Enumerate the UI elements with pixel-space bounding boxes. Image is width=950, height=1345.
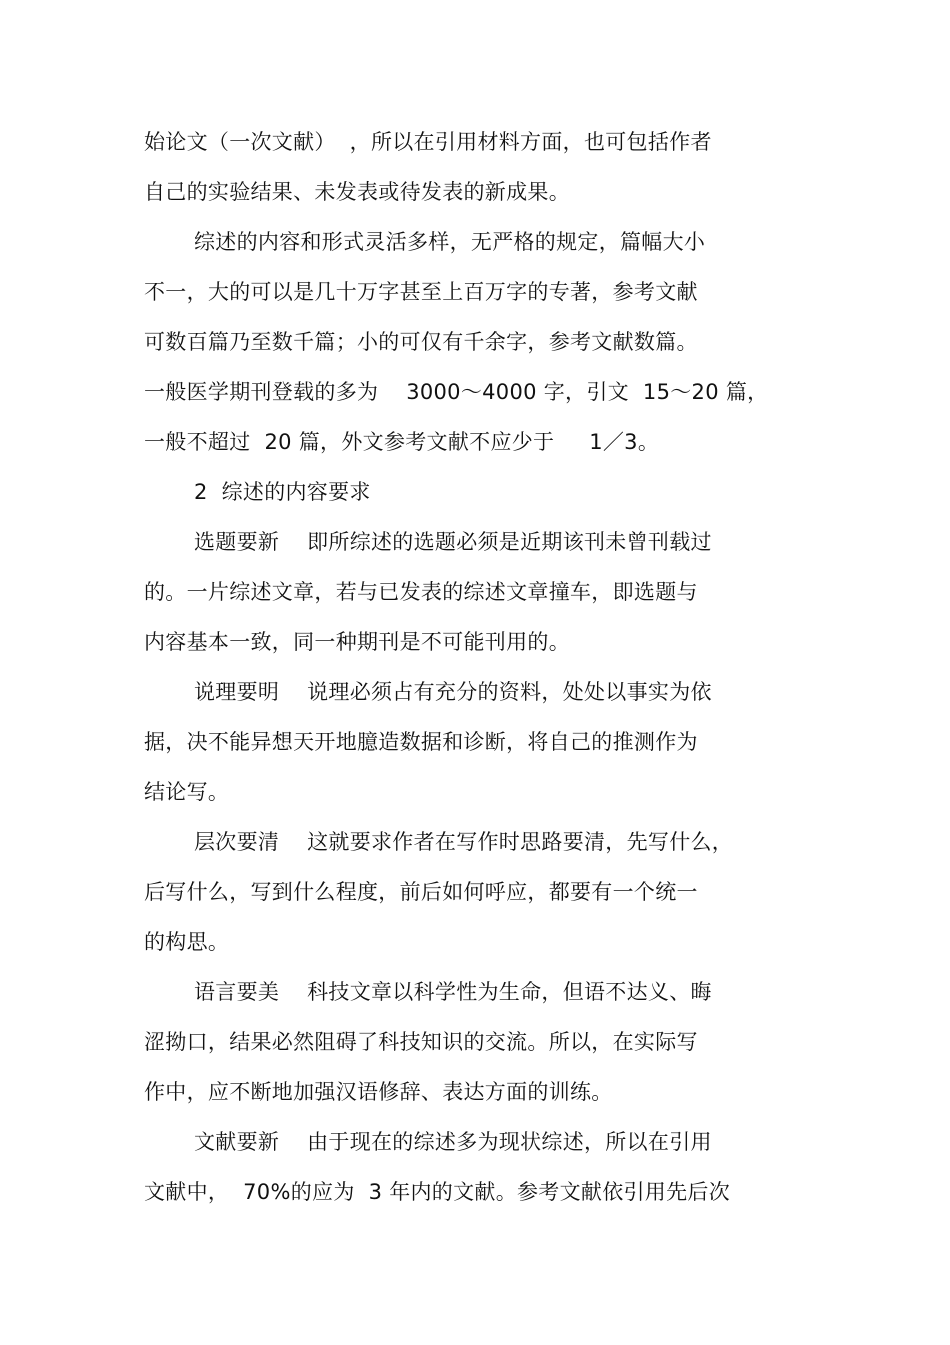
- text-line: 可数百篇乃至数千篇；小的可仅有千余字，参考文献数篇。: [144, 330, 698, 354]
- section-heading: 2 综述的内容要求: [194, 480, 371, 504]
- text-line: 涩拗口，结果必然阻碍了科技知识的交流。所以，在实际写: [144, 1030, 698, 1054]
- paragraph-start-line: 语言要美 科技文章以科学性为生命，但语不达义、晦: [194, 980, 712, 1004]
- text-line: 后写什么，写到什么程度，前后如何呼应，都要有一个统一: [144, 880, 698, 904]
- text-line: 的构思。: [144, 930, 230, 954]
- text-line: 不一，大的可以是几十万字甚至上百万字的专著，参考文献: [144, 280, 698, 304]
- text-line: 据，决不能异想天开地臆造数据和诊断，将自己的推测作为: [144, 730, 698, 754]
- text-line: 内容基本一致，同一种期刊是不可能刊用的。: [144, 630, 570, 654]
- text-line: 的。一片综述文章，若与已发表的综述文章撞车，即选题与: [144, 580, 698, 604]
- paragraph-start-line: 层次要清 这就要求作者在写作时思路要清，先写什么，: [194, 830, 734, 854]
- paragraph-start-line: 选题要新 即所综述的选题必须是近期该刊未曾刊载过: [194, 530, 712, 554]
- paragraph-start-line: 综述的内容和形式灵活多样，无严格的规定，篇幅大小: [194, 230, 706, 254]
- text-line: 一般医学期刊登载的多为 3000～4000 字，引文 15～20 篇，: [144, 380, 769, 404]
- paragraph-start-line: 说理要明 说理必须占有充分的资料，处处以事实为依: [194, 680, 712, 704]
- text-line: 结论写。: [144, 780, 230, 804]
- text-line: 自己的实验结果、未发表或待发表的新成果。: [144, 180, 570, 204]
- text-line: 文献中， 70%的应为 3 年内的文献。参考文献依引用先后次: [144, 1180, 731, 1204]
- paragraph-start-line: 文献要新 由于现在的综述多为现状综述，所以在引用: [194, 1130, 712, 1154]
- text-line: 始论文（一次文献） ，所以在引用材料方面，也可包括作者: [144, 130, 712, 154]
- text-line: 一般不超过 20 篇，外文参考文献不应少于 1／3。: [144, 430, 660, 454]
- text-line: 作中，应不断地加强汉语修辞、表达方面的训练。: [144, 1080, 613, 1104]
